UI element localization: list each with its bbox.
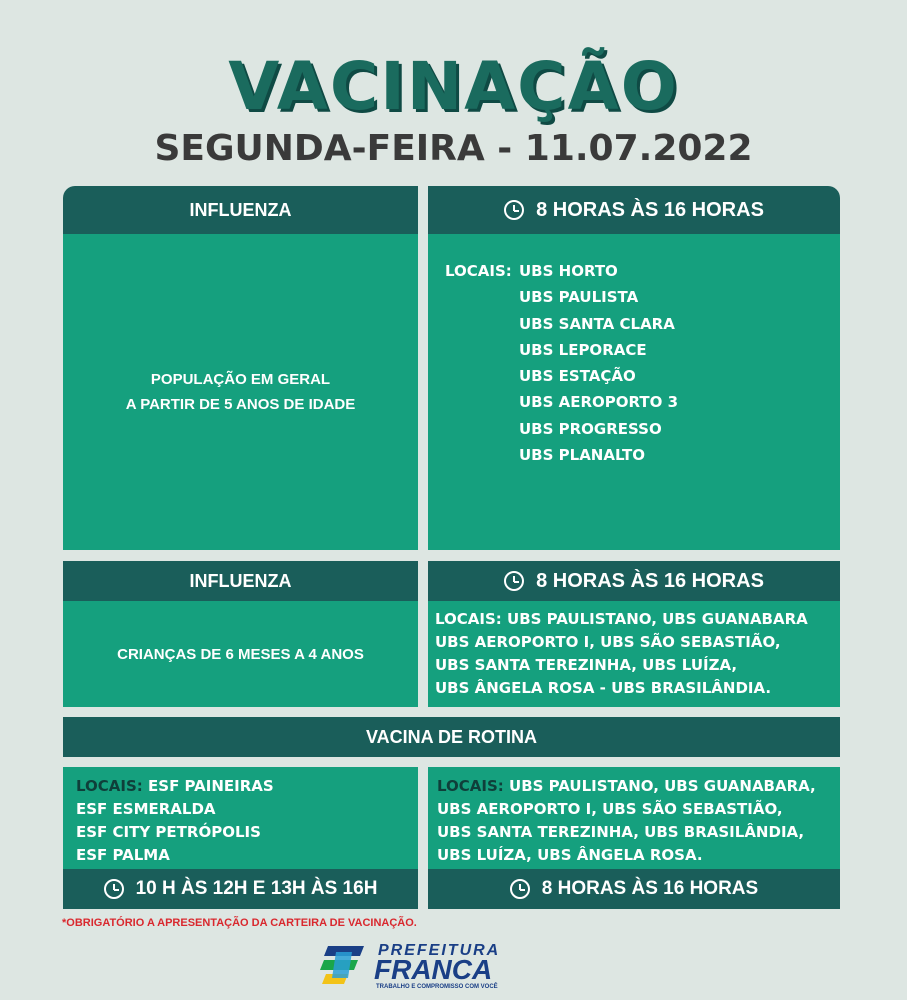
section2-audience-text: CRIANÇAS DE 6 MESES A 4 ANOS (117, 645, 364, 663)
section2-header (63, 561, 418, 601)
section1-audience-line1: POPULAÇÃO EM GERAL (150, 371, 331, 388)
section2-audience (63, 601, 418, 707)
list-item: UBS PAULISTA (519, 288, 639, 307)
section1-locais-label: LOCAIS: (445, 262, 512, 280)
page-subtitle: SEGUNDA-FEIRA - 11.07.2022 (154, 128, 753, 169)
prefeitura-logo (318, 940, 501, 996)
list-item: UBS AEROPORTO 3 (519, 393, 679, 412)
section3-right-line3: UBS SANTA TEREZINHA, UBS BRASILÂNDIA, (437, 823, 805, 841)
section3-left-line2: ESF ESMERALDA (76, 800, 216, 818)
section2-line4: UBS ÂNGELA ROSA - UBS BRASILÂNDIA. (435, 679, 772, 697)
logo-line1: PREFEITURA (378, 942, 501, 959)
section3-header-label: VACINA DE ROTINA (366, 726, 537, 747)
section2-time: 8 HORAS ÀS 16 HORAS (536, 569, 764, 592)
section1-time-header (428, 186, 840, 234)
clock-icon (510, 879, 530, 899)
section1-locations (428, 234, 840, 550)
list-item: UBS PLANALTO (519, 446, 646, 465)
section1-header (63, 186, 418, 234)
section2-line3: UBS SANTA TEREZINHA, UBS LUÍZA, (435, 656, 738, 674)
section1-audience-line2: A PARTIR DE 5 ANOS DE IDADE (125, 396, 356, 413)
section1-header-label: INFLUENZA (189, 199, 292, 220)
section3-right-locais-label: LOCAIS: (437, 777, 504, 795)
section2-line2: UBS AEROPORTO I, UBS SÃO SEBASTIÃO, (435, 633, 781, 651)
section3-right-line2: UBS AEROPORTO I, UBS SÃO SEBASTIÃO, (437, 800, 783, 818)
section3-right-time-label: 8 HORAS ÀS 16 HORAS (541, 878, 759, 899)
section2-time-header (428, 561, 840, 601)
section3-left-time (63, 869, 418, 909)
list-item: UBS LEPORACE (519, 340, 647, 359)
clock-icon (504, 200, 524, 220)
section3-right-time (428, 869, 840, 909)
section3-right-locations (428, 767, 840, 869)
section3-left-line1: ESF PAINEIRAS (148, 777, 274, 795)
list-item: UBS ESTAÇÃO (519, 367, 636, 386)
franca-logo-icon (318, 944, 366, 988)
section2-line1: UBS PAULISTANO, UBS GUANABARA (507, 610, 808, 628)
section2-locations (428, 601, 840, 707)
requirement-note: *OBRIGATÓRIO A APRESENTAÇÃO DA CARTEIRA DE VACINAÇÃO. (62, 917, 417, 929)
section2-locais-label: LOCAIS: (435, 610, 502, 628)
page-title: VACINAÇÃO (228, 48, 679, 125)
logo-line2: FRANCA (374, 954, 493, 985)
list-item: UBS PROGRESSO (519, 419, 662, 438)
section3-left-locais-label: LOCAIS: (76, 777, 143, 795)
logo-tagline: TRABALHO E COMPROMISSO COM VOCÊ (376, 984, 498, 990)
section2-header-label: INFLUENZA (189, 570, 292, 591)
list-item: UBS SANTA CLARA (519, 314, 675, 333)
list-item: UBS HORTO (519, 262, 618, 280)
section3-left-line3: ESF CITY PETRÓPOLIS (76, 823, 261, 841)
clock-icon (504, 571, 524, 591)
section3-header (63, 717, 840, 757)
section3-left-line4: ESF PALMA (76, 846, 170, 864)
clock-icon (104, 879, 124, 899)
section3-right-line4: UBS LUÍZA, UBS ÂNGELA ROSA. (437, 846, 703, 864)
section1-time: 8 HORAS ÀS 16 HORAS (536, 198, 764, 221)
section3-left-locations (63, 767, 418, 869)
section1-audience (63, 234, 418, 550)
section3-left-time-label: 10 H ÀS 12H E 13H ÀS 16H (135, 878, 378, 899)
section3-right-line1: UBS PAULISTANO, UBS GUANABARA, (509, 777, 816, 795)
